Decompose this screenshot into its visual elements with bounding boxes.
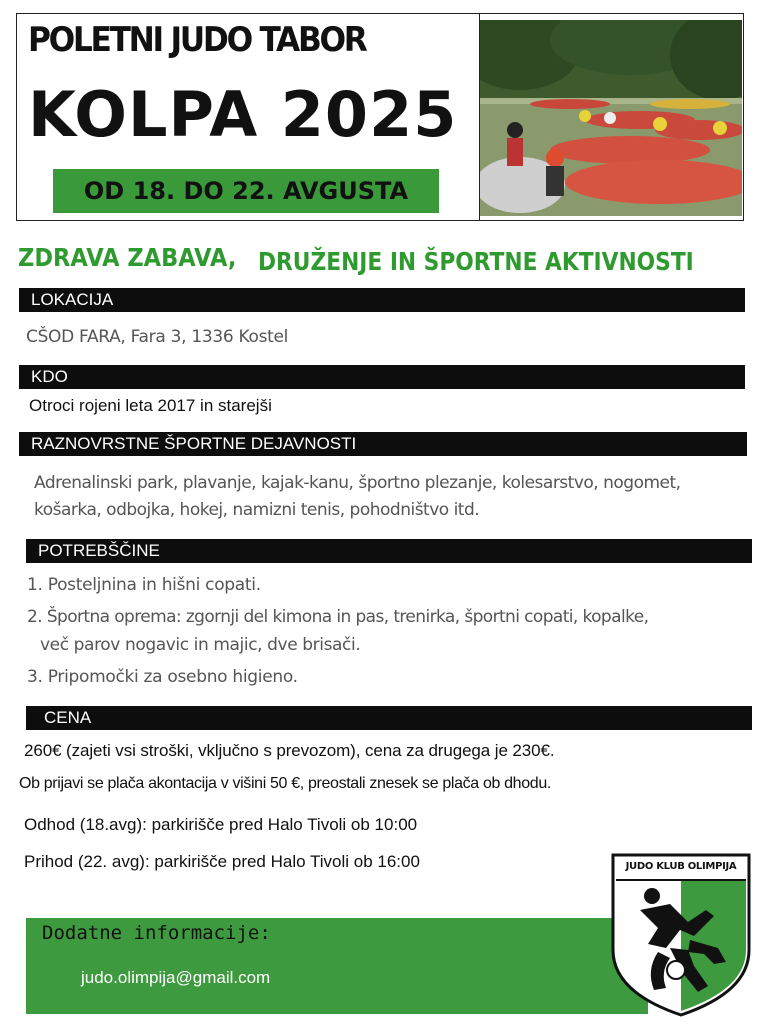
price-text: 260€ (zajeti vsi stroški, vključno s prevozom), cena za drugega je 230€. [24,741,555,760]
activities-line-2: košarka, odbojka, hokej, namizni tenis, pohodništvo itd. [34,500,480,520]
tagline-part-1: ZDRAVA ZABAVA, [18,243,237,272]
needs-item-3: 3. Pripomočki za osebno higieno. [27,667,298,687]
who-text: Otroci rojeni leta 2017 in starejši [29,396,272,415]
section-heading-lokacija: LOKACIJA [19,288,745,312]
logo-text: JUDO KLUB OLIMPIJA [625,861,737,872]
activities-line-1: Adrenalinski park, plavanje, kajak-kanu, športno plezanje, kolesarstvo, nogomet, [34,473,681,493]
section-heading-potrebscine: POTREBŠČINE [26,539,752,563]
rafting-photo-illustration [480,20,742,216]
section-heading-dejavnosti: RAZNOVRSTNE ŠPORTNE DEJAVNOSTI [19,432,747,456]
date-text: OD 18. DO 22. AVGUSTA [83,177,409,205]
section-heading-kdo: KDO [19,365,745,389]
club-logo [610,852,752,1018]
section-heading-cena: CENA [26,706,752,730]
tagline-part-2: DRUŽENJE IN ŠPORTNE AKTIVNOSTI [258,247,694,276]
needs-item-1: 1. Posteljnina in hišni copati. [27,575,261,595]
footer-title: Dodatne informacije: [42,922,271,944]
rafting-photo [480,20,742,216]
title-line-2: KOLPA 2025 [28,78,458,151]
arrival-text: Prihod (22. avg): parkirišče pred Halo Tivoli ob 16:00 [24,852,420,871]
judo-throw-shield-icon [610,852,752,1018]
needs-item-2-line-1: 2. Športna oprema: zgornji del kimona in pas, trenirka, športni copati, kopalke, [27,607,649,627]
departure-text: Odhod (18.avg): parkirišče pred Halo Tivoli ob 10:00 [24,815,418,834]
deposit-text: Ob prijavi se plača akontacija v višini 50 €, preostali znesek se plača ob dhodu. [19,775,551,792]
title-line-1: POLETNI JUDO TABOR [28,20,366,60]
needs-item-2-line-2: več parov nogavic in majic, dve brisači. [40,635,361,655]
location-text: CŠOD FARA, Fara 3, 1336 Kostel [26,327,289,347]
contact-email-link[interactable]: judo.olimpija@gmail.com [81,968,271,987]
